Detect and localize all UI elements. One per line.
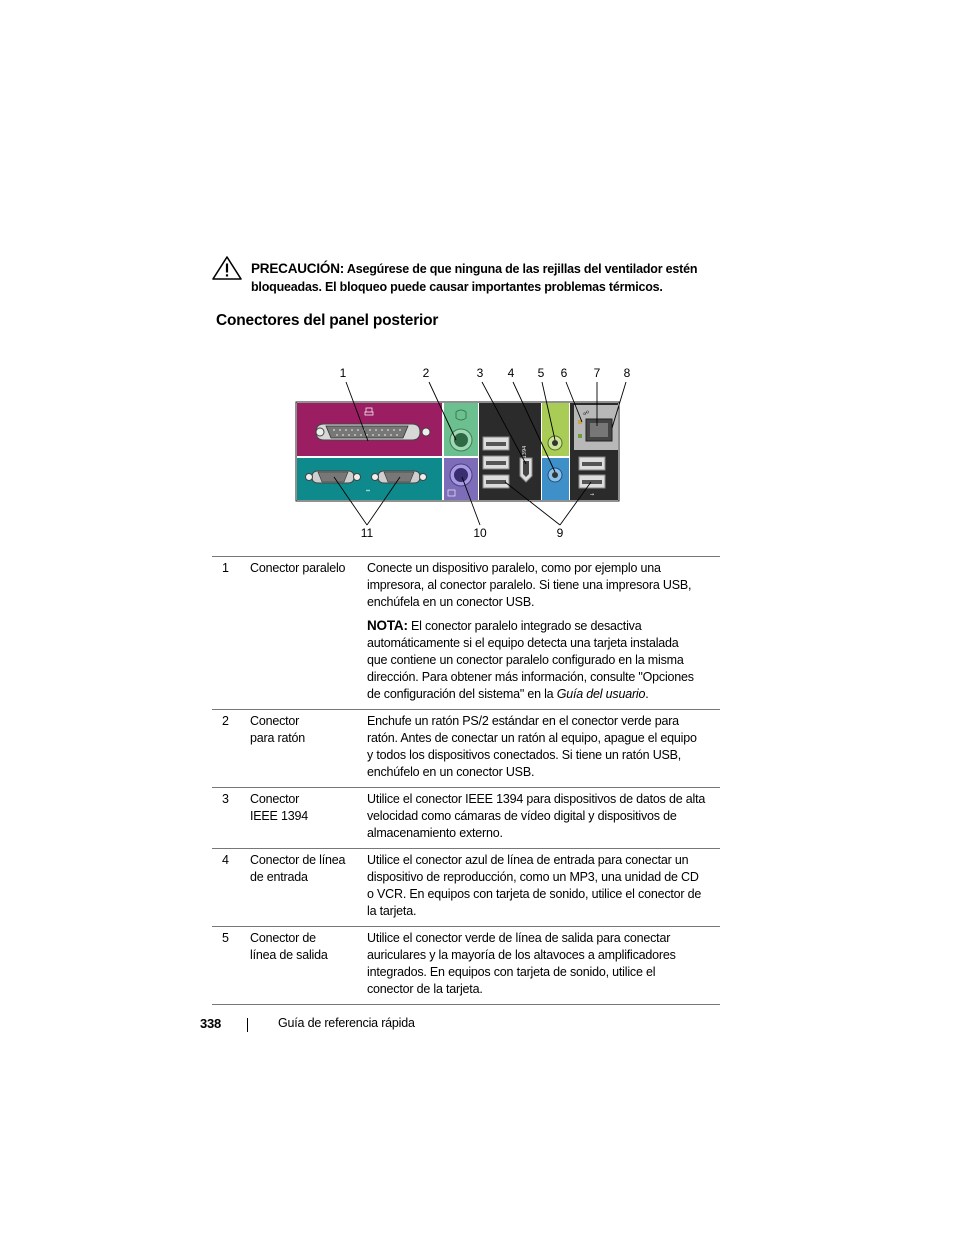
- connector-name-line: Conector: [250, 792, 300, 806]
- usb-icon: ⇝: [589, 492, 595, 498]
- callout-8: 8: [623, 366, 631, 380]
- description-line: Utilice el conector verde de línea de salida para conectar: [367, 931, 671, 945]
- connector-name-line: IEEE 1394: [250, 809, 308, 823]
- connector-name-line: Conector de línea: [250, 853, 346, 867]
- row-number: 4: [222, 853, 229, 867]
- callout-10: 10: [473, 526, 487, 540]
- connector-name: [250, 852, 367, 923]
- connector-name-line: Conector: [250, 714, 300, 728]
- callout-4: 4: [507, 366, 515, 380]
- note-line: automáticamente si el equipo detecta una tarjeta instalada: [367, 636, 679, 650]
- connector-name-line: Conector paralelo: [250, 561, 346, 575]
- callout-7: 7: [593, 366, 601, 380]
- row-number: 2: [222, 714, 229, 728]
- caution-line-1: Asegúrese de que ninguna de las rejillas del ventilador estén: [346, 262, 698, 276]
- user-guide-reference: Guía del usuario: [556, 687, 646, 701]
- description-line: integrados. En equipos con tarjeta de sonido, utilice el: [367, 965, 656, 979]
- description-line: conector de la tarjeta.: [367, 982, 483, 996]
- connector-description: [367, 791, 720, 845]
- page-number: 338: [200, 1016, 222, 1031]
- connector-name-line: Conector de: [250, 931, 316, 945]
- connector-description: [367, 930, 720, 1001]
- table-row: [212, 788, 720, 849]
- description-line: Utilice el conector azul de línea de entrada para conectar un: [367, 853, 689, 867]
- callout-2: 2: [422, 366, 430, 380]
- connector-name: [250, 560, 367, 706]
- note-line: de configuración del sistema" en la: [367, 687, 557, 701]
- table-row: [212, 710, 720, 788]
- note-line: dirección. Para obtener más información, consulte "Opciones: [367, 670, 694, 684]
- connector-name: [250, 791, 367, 845]
- description-line: Conecte un dispositivo paralelo, como por ejemplo una: [367, 561, 661, 575]
- svg-text:1394: 1394: [522, 445, 528, 459]
- connector-name: [250, 713, 367, 784]
- description-line: Utilice el conector IEEE 1394 para dispositivos de datos de alta: [367, 792, 706, 806]
- callout-1: 1: [339, 366, 347, 380]
- description-line: enchúfela en un conector USB.: [367, 595, 535, 609]
- description-line: Enchufe un ratón PS/2 estándar en el conector verde para: [367, 714, 679, 728]
- note-label: NOTA:: [367, 618, 408, 633]
- connector-name-line: para ratón: [250, 731, 305, 745]
- connector-name-line: de entrada: [250, 870, 308, 884]
- connector-name-line: línea de salida: [250, 948, 328, 962]
- description-line: almacenamiento externo.: [367, 826, 503, 840]
- caution-text: [251, 260, 721, 296]
- description-line: dispositivo de reproducción, como un MP3, una unidad de CD: [367, 870, 699, 884]
- description-line: y todos los dispositivos conectados. Si tiene un ratón USB,: [367, 748, 682, 762]
- row-number: 5: [222, 931, 229, 945]
- serial-icon: ⇔: [365, 488, 371, 494]
- connector-description: [367, 852, 720, 923]
- warning-icon: [212, 256, 242, 280]
- connector-table: [212, 556, 720, 1005]
- description-line: la tarjeta.: [367, 904, 417, 918]
- description-line: enchúfelo en un conector USB.: [367, 765, 535, 779]
- caution-line-2: bloqueadas. El bloqueo puede causar importantes problemas térmicos.: [251, 279, 663, 294]
- note-line: que contiene un conector paralelo configurado en la misma: [367, 653, 684, 667]
- table-row: [212, 849, 720, 927]
- row-number: 3: [222, 792, 229, 806]
- table-row: [212, 557, 720, 710]
- note: [367, 617, 720, 703]
- note-line: El conector paralelo integrado se desactiva: [411, 619, 642, 633]
- callout-3: 3: [476, 366, 484, 380]
- description-line: o VCR. En equipos con tarjeta de sonido, utilice el conector de: [367, 887, 702, 901]
- row-number: 1: [222, 561, 229, 575]
- back-panel-diagram: [290, 360, 635, 545]
- callout-6: 6: [560, 366, 568, 380]
- footer-title: Guía de referencia rápida: [278, 1016, 415, 1030]
- description-line: auriculares y la mayoría de los altavoces a amplificadores: [367, 948, 676, 962]
- description-line: velocidad como cámaras de vídeo digital y dispositivos de: [367, 809, 677, 823]
- connector-description: [367, 560, 720, 706]
- description-line: impresora, al conector paralelo. Si tiene una impresora USB,: [367, 578, 692, 592]
- network-icon: ☍: [583, 410, 590, 417]
- section-title: Conectores del panel posterior: [216, 312, 439, 329]
- callout-9: 9: [556, 526, 564, 540]
- note-line-end: .: [645, 687, 649, 701]
- connector-description: [367, 713, 720, 784]
- callout-5: 5: [537, 366, 545, 380]
- description-line: ratón. Antes de conectar un ratón al equipo, apague el equipo: [367, 731, 697, 745]
- table-row: [212, 927, 720, 1005]
- callout-11: 11: [360, 526, 374, 540]
- connector-name: [250, 930, 367, 1001]
- footer-separator: [247, 1018, 248, 1032]
- caution-label: PRECAUCIÓN:: [251, 261, 345, 276]
